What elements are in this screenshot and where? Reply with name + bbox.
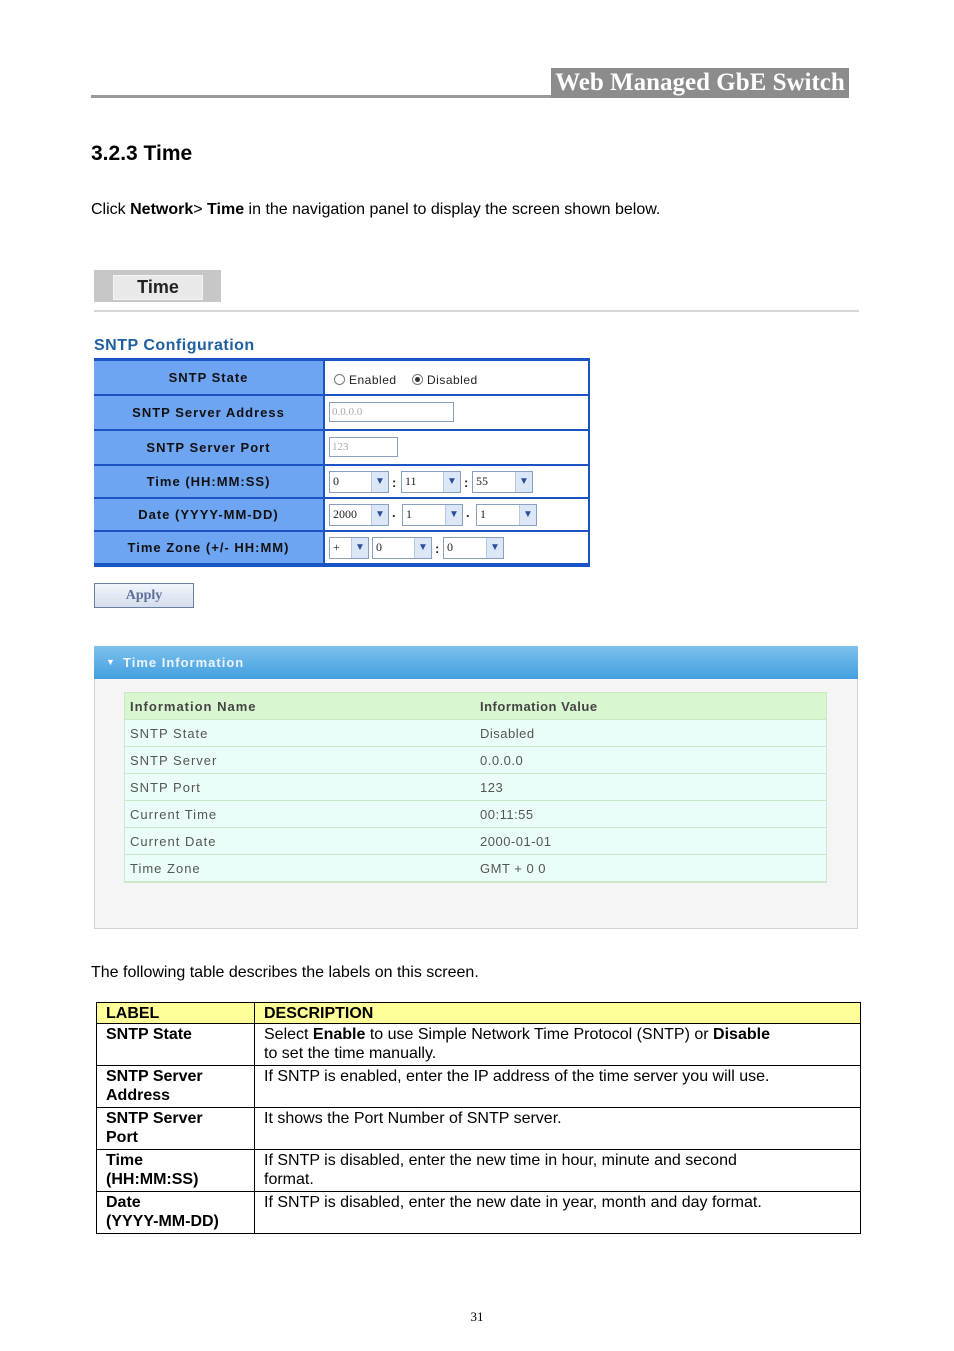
label-line: SNTP State: [106, 1026, 192, 1043]
table-row: [125, 747, 826, 774]
day-value: 1: [480, 507, 486, 521]
tab-divider: [94, 310, 859, 312]
info-value: 0.0.0.0: [480, 753, 524, 768]
desc-bold: Disable: [713, 1026, 770, 1043]
time-zone-label: Time Zone (+/- HH:MM): [94, 532, 323, 563]
label-line: Date: [106, 1194, 141, 1211]
hour-value: 0: [333, 474, 339, 488]
page-number: 31: [470, 1309, 484, 1324]
time-label: Time (HH:MM:SS): [94, 466, 323, 497]
chevron-down-icon[interactable]: ▼: [515, 472, 532, 492]
desc-text: If SNTP is disabled, enter the new time in hour, minute and second: [264, 1152, 737, 1169]
table-row: [97, 1150, 861, 1192]
info-value: GMT + 0 0: [480, 861, 547, 876]
table-row: [97, 1024, 861, 1066]
disabled-radio[interactable]: [412, 374, 423, 385]
tz-hour-value: 0: [376, 540, 382, 554]
row-label: [97, 1024, 255, 1066]
second-select[interactable]: [472, 471, 533, 493]
row-label: [97, 1192, 255, 1234]
intro-network: Network: [130, 201, 194, 218]
chevron-down-icon[interactable]: ▼: [519, 505, 536, 525]
table-row: [125, 774, 826, 801]
sntp-server-address-input[interactable]: 0.0.0.0: [329, 402, 454, 422]
tz-minute-select[interactable]: [443, 537, 504, 559]
tz-sign-select[interactable]: [329, 537, 369, 559]
chevron-down-icon[interactable]: ▼: [486, 538, 503, 558]
header-title: Web Managed GbE Switch: [551, 68, 849, 98]
date-separator: .: [466, 505, 470, 520]
sntp-server-address-row: [94, 396, 590, 429]
table-row: [125, 855, 826, 882]
tz-hour-select[interactable]: [372, 537, 432, 559]
info-value: 2000-01-01: [480, 834, 552, 849]
row-description: [255, 1024, 861, 1066]
info-name: Time Zone: [130, 861, 201, 876]
desc-text: format.: [264, 1171, 314, 1188]
date-separator: .: [392, 505, 396, 520]
label-line: (YYYY-MM-DD): [106, 1213, 219, 1230]
row-description: [255, 1150, 861, 1192]
time-separator: :: [392, 475, 397, 490]
info-value: 123: [480, 780, 504, 795]
row-description: If SNTP is disabled, enter the new date in year, month and day format.: [255, 1192, 861, 1234]
table-row: [97, 1108, 861, 1150]
time-information-title: Time Information: [123, 655, 245, 670]
month-select[interactable]: [402, 504, 463, 526]
info-name: SNTP State: [130, 726, 209, 741]
time-tab[interactable]: Time: [113, 275, 203, 300]
info-value: 00:11:55: [480, 807, 534, 822]
year-value: 2000: [333, 507, 357, 521]
table-row: [125, 720, 826, 747]
desc-text: to use Simple Network Time Protocol (SNTP) or: [365, 1026, 714, 1043]
sntp-state-row: [94, 361, 590, 394]
info-header-row: [125, 693, 826, 720]
label-line: Port: [106, 1129, 138, 1146]
sntp-config-table: [94, 358, 590, 567]
time-row: [94, 466, 590, 497]
sntp-server-port-label: SNTP Server Port: [94, 431, 323, 464]
row-description: If SNTP is enabled, enter the IP address of the time server you will use.: [255, 1066, 861, 1108]
info-name: Current Date: [130, 834, 217, 849]
intro-prefix: Click: [91, 201, 131, 218]
tz-sign-value: +: [333, 540, 340, 554]
chevron-down-icon[interactable]: ▼: [371, 505, 388, 525]
date-label: Date (YYYY-MM-DD): [94, 499, 323, 530]
enabled-radio[interactable]: [334, 374, 345, 385]
sntp-server-address-label: SNTP Server Address: [94, 396, 323, 429]
info-name: SNTP Port: [130, 780, 201, 795]
info-col-name-header: Information Name: [130, 699, 257, 714]
chevron-down-icon[interactable]: ▼: [445, 505, 462, 525]
label-line: (HH:MM:SS): [106, 1171, 199, 1188]
label-line: SNTP Server: [106, 1068, 203, 1085]
second-value: 55: [476, 474, 488, 488]
apply-button[interactable]: Apply: [94, 583, 194, 608]
header-rule: [91, 95, 551, 98]
minute-select[interactable]: [401, 471, 461, 493]
label-line: Time: [106, 1152, 144, 1169]
intro-gt: >: [193, 201, 208, 218]
sntp-server-port-row: [94, 431, 590, 464]
day-select[interactable]: [476, 504, 537, 526]
hour-select[interactable]: [329, 471, 389, 493]
row-description: It shows the Port Number of SNTP server.: [255, 1108, 861, 1150]
table-header-row: [97, 1003, 861, 1024]
desc-text: Select: [264, 1026, 313, 1043]
sntp-configuration-title: SNTP Configuration: [94, 337, 255, 354]
sntp-state-label: SNTP State: [94, 361, 323, 394]
sntp-server-port-input[interactable]: 123: [329, 437, 398, 457]
label-line: Address: [106, 1087, 171, 1104]
minute-value: 11: [405, 474, 417, 488]
info-name: SNTP Server: [130, 753, 218, 768]
year-select[interactable]: [329, 504, 389, 526]
chevron-down-icon[interactable]: ▼: [443, 472, 460, 492]
section-title: 3.2.3 Time: [91, 142, 193, 165]
time-separator: :: [464, 475, 469, 490]
table-intro-text: The following table describes the labels on this screen.: [91, 964, 479, 981]
tz-separator: :: [435, 541, 440, 556]
time-zone-row: [94, 532, 590, 563]
description-header: DESCRIPTION: [255, 1003, 861, 1024]
intro-time: Time: [207, 201, 245, 218]
triangle-down-icon[interactable]: ▼: [106, 657, 115, 667]
info-name: Current Time: [130, 807, 218, 822]
chevron-down-icon[interactable]: ▼: [371, 472, 388, 492]
table-row: [125, 801, 826, 828]
disabled-radio-label: Disabled: [427, 373, 478, 387]
intro-suffix: in the navigation panel to display the screen shown below.: [244, 201, 661, 218]
row-label: [97, 1066, 255, 1108]
label-header: LABEL: [97, 1003, 255, 1024]
chevron-down-icon[interactable]: ▼: [414, 538, 431, 558]
time-information-table: [124, 692, 827, 883]
info-col-value-header: Information Value: [480, 699, 598, 714]
desc-bold: Enable: [312, 1026, 366, 1043]
row-label: [97, 1150, 255, 1192]
info-value: Disabled: [480, 726, 535, 741]
desc-text: to set the time manually.: [264, 1045, 437, 1062]
table-row: [97, 1066, 861, 1108]
date-row: [94, 499, 590, 530]
month-value: 1: [406, 507, 412, 521]
label-line: SNTP Server: [106, 1110, 203, 1127]
chevron-down-icon[interactable]: ▼: [351, 538, 368, 558]
row-label: [97, 1108, 255, 1150]
table-row: [125, 828, 826, 855]
label-description-table: [96, 1002, 861, 1234]
table-row: [97, 1192, 861, 1234]
intro-paragraph: [91, 201, 660, 219]
enabled-radio-label: Enabled: [349, 373, 397, 387]
tz-minute-value: 0: [447, 540, 453, 554]
